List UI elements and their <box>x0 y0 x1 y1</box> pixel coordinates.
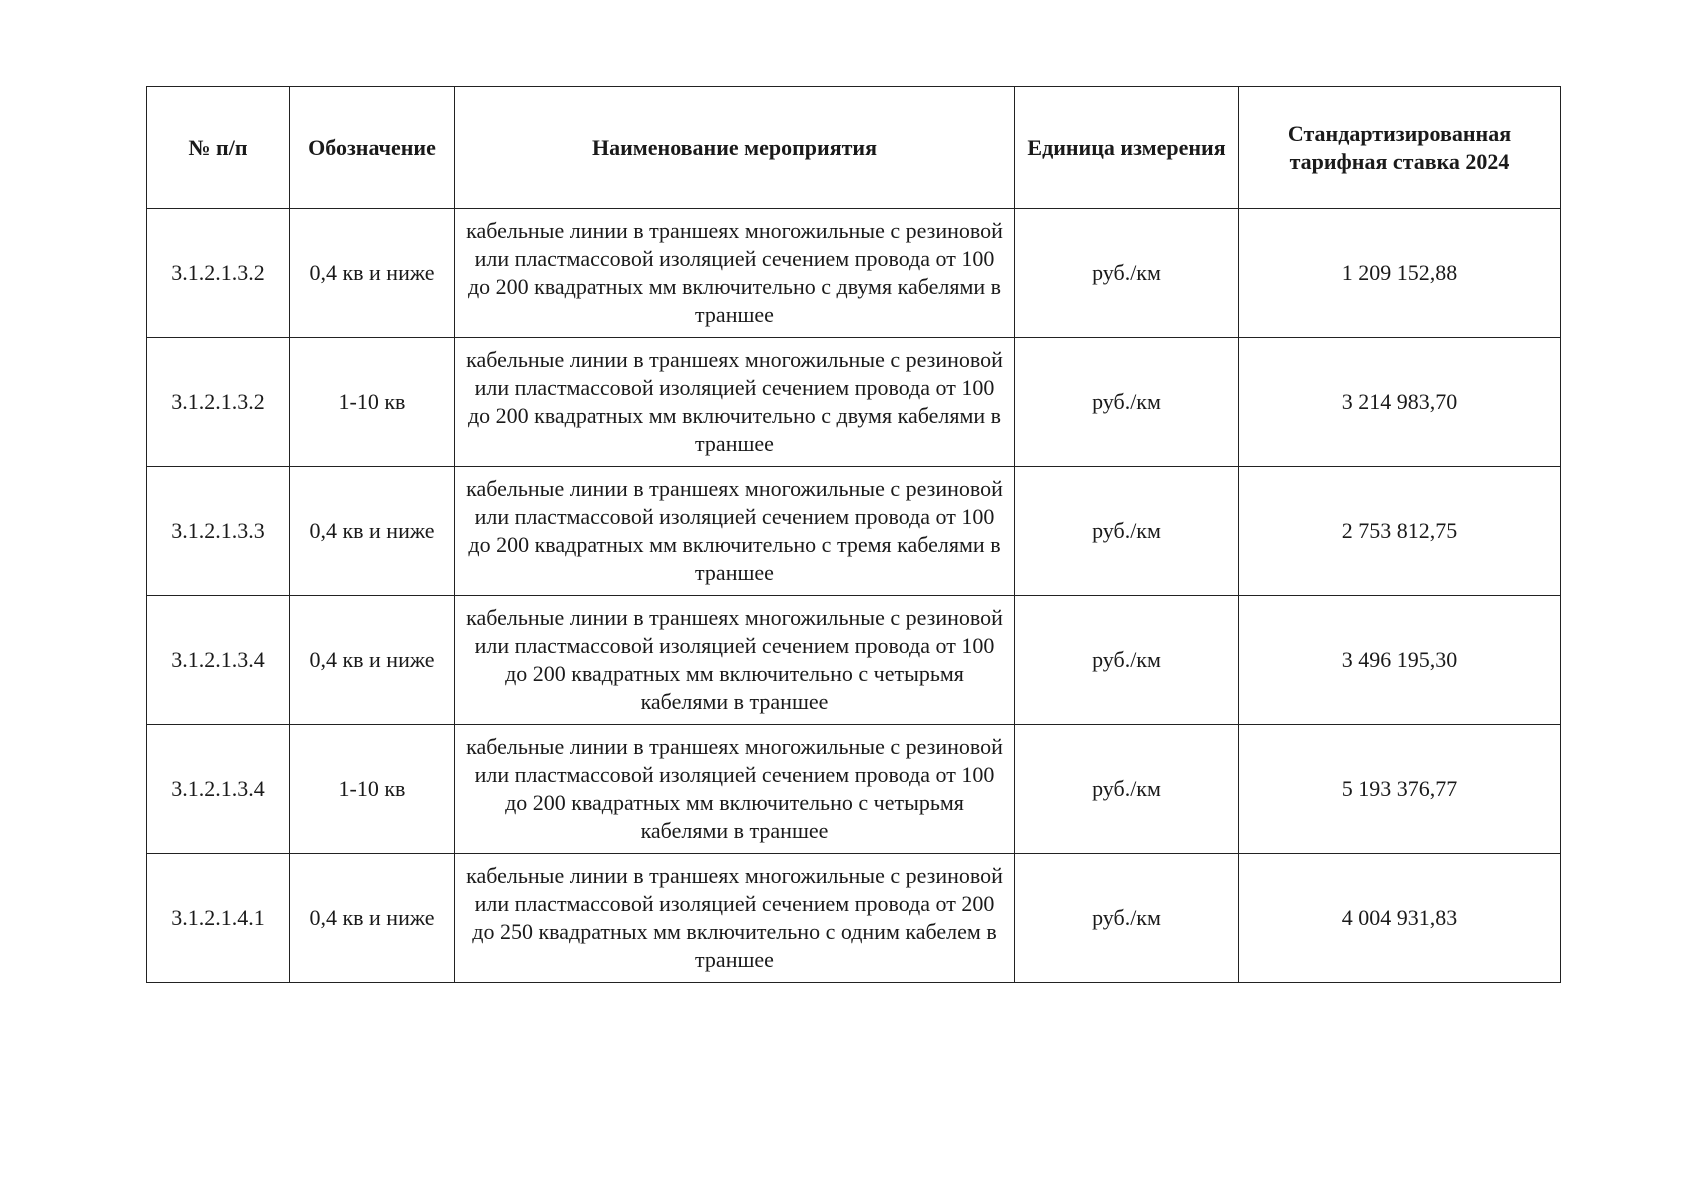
table-row <box>147 467 1561 596</box>
row-num: 3.1.2.1.4.1 <box>147 854 290 983</box>
row-rate: 2 753 812,75 <box>1239 467 1561 596</box>
table-row <box>147 725 1561 854</box>
row-rate: 3 496 195,30 <box>1239 596 1561 725</box>
table-header <box>147 87 1561 209</box>
row-rate: 1 209 152,88 <box>1239 209 1561 338</box>
row-unit: руб./км <box>1015 467 1239 596</box>
table-row <box>147 209 1561 338</box>
row-name: кабельные линии в траншеях многожильные с резиновой или пластмассовой изоляцией сечением провода от 100 до 200 квадратных мм включительно с четырьмя кабелями в траншее <box>455 596 1015 725</box>
row-unit: руб./км <box>1015 338 1239 467</box>
row-unit: руб./км <box>1015 596 1239 725</box>
row-designation: 1-10 кв <box>290 725 455 854</box>
row-rate: 3 214 983,70 <box>1239 338 1561 467</box>
row-rate: 5 193 376,77 <box>1239 725 1561 854</box>
row-unit: руб./км <box>1015 209 1239 338</box>
row-designation: 1-10 кв <box>290 338 455 467</box>
table-body <box>147 209 1561 983</box>
row-num: 3.1.2.1.3.2 <box>147 338 290 467</box>
header-unit: Единица измерения <box>1015 87 1239 209</box>
header-num: № п/п <box>147 87 290 209</box>
row-designation: 0,4 кв и ниже <box>290 467 455 596</box>
table-row <box>147 596 1561 725</box>
row-name: кабельные линии в траншеях многожильные с резиновой или пластмассовой изоляцией сечением провода от 100 до 200 квадратных мм включительно с двумя кабелями в траншее <box>455 338 1015 467</box>
table-row <box>147 338 1561 467</box>
row-num: 3.1.2.1.3.4 <box>147 725 290 854</box>
header-designation: Обозначение <box>290 87 455 209</box>
row-name: кабельные линии в траншеях многожильные с резиновой или пластмассовой изоляцией сечением провода от 100 до 200 квадратных мм включительно с двумя кабелями в траншее <box>455 209 1015 338</box>
row-name: кабельные линии в траншеях многожильные с резиновой или пластмассовой изоляцией сечением провода от 100 до 200 квадратных мм включительно с тремя кабелями в траншее <box>455 467 1015 596</box>
row-designation: 0,4 кв и ниже <box>290 596 455 725</box>
row-num: 3.1.2.1.3.3 <box>147 467 290 596</box>
header-name: Наименование мероприятия <box>455 87 1015 209</box>
row-num: 3.1.2.1.3.2 <box>147 209 290 338</box>
row-designation: 0,4 кв и ниже <box>290 209 455 338</box>
row-unit: руб./км <box>1015 854 1239 983</box>
row-unit: руб./км <box>1015 725 1239 854</box>
row-name: кабельные линии в траншеях многожильные с резиновой или пластмассовой изоляцией сечением провода от 200 до 250 квадратных мм включительно с одним кабелем в траншее <box>455 854 1015 983</box>
header-row <box>147 87 1561 209</box>
row-name: кабельные линии в траншеях многожильные с резиновой или пластмассовой изоляцией сечением провода от 100 до 200 квадратных мм включительно с четырьмя кабелями в траншее <box>455 725 1015 854</box>
row-designation: 0,4 кв и ниже <box>290 854 455 983</box>
row-num: 3.1.2.1.3.4 <box>147 596 290 725</box>
row-rate: 4 004 931,83 <box>1239 854 1561 983</box>
tariff-table <box>146 86 1561 983</box>
table-row <box>147 854 1561 983</box>
header-rate: Стандартизированная тарифная ставка 2024 <box>1239 87 1561 209</box>
